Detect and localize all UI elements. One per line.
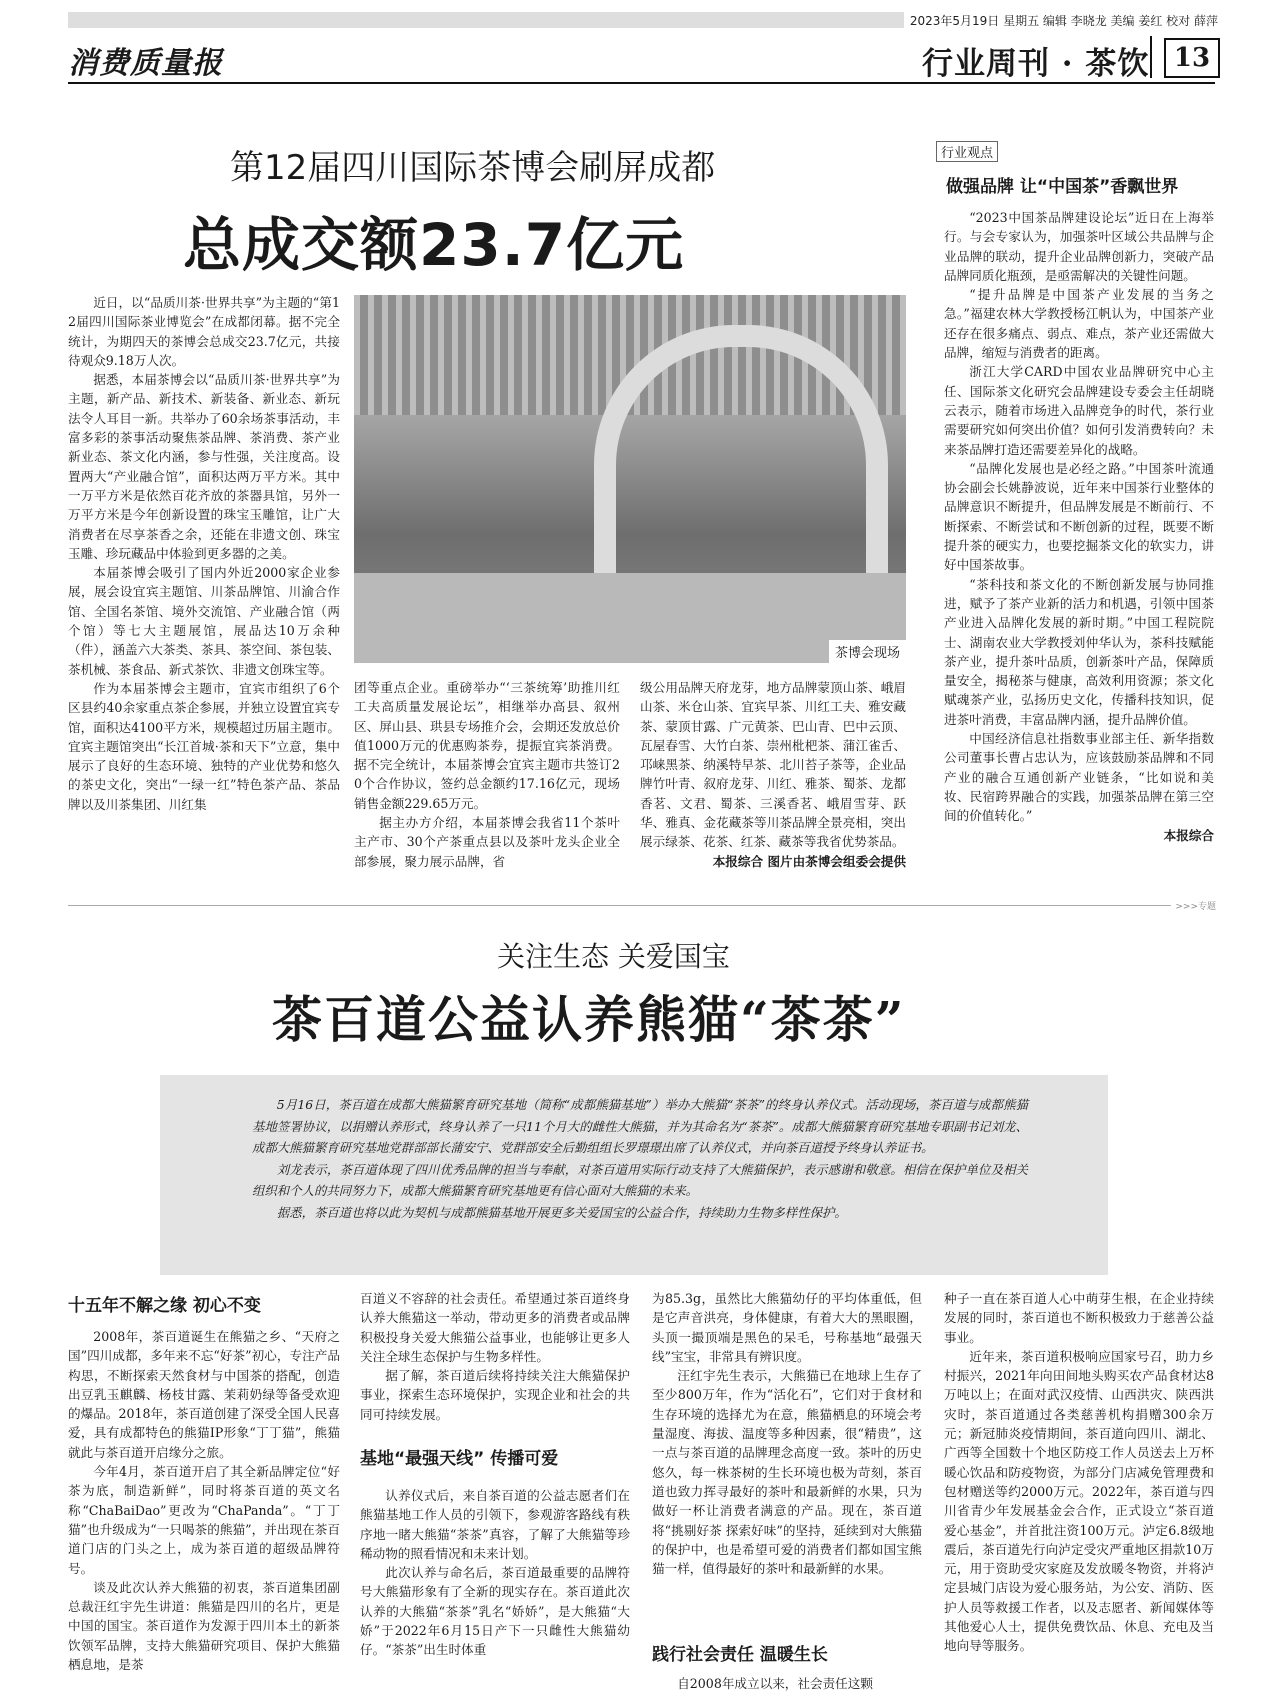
article2-col3b (652, 1674, 922, 1693)
article2-col2a (360, 1289, 630, 1424)
article2-col1 (68, 1327, 340, 1674)
paragraph: 团等重点企业。重磅举办“‘三茶统筹’助推川红工夫高质量发展论坛”，相继举办高县、叙州区、屏山县、珙县专场推介会，会期还发放总价值1000万元的优惠购茶券，提振宜宾茶消费。据不完全统计，本届茶博会宜宾主题市共签订20个合作协议，签约总金额约17.16亿元，现场销售金额229.65万元。 (354, 680, 620, 811)
header-rule (68, 82, 1215, 84)
article1-col1 (68, 293, 340, 814)
paragraph: 种子一直在茶百道人心中萌芽生根，在企业持续发展的同时，茶百道也不断积极致力于慈善公益事业。 (944, 1291, 1214, 1345)
paragraph: 级公用品牌天府龙芽，地方品牌蒙顶山茶、峨眉山茶、米仓山茶、宜宾早茶、川红工夫、雅安藏茶、蒙顶甘露、广元黄茶、巴山青、巴中云顶、瓦屋春雪、大竹白茶、崇州枇杷茶、蒲江雀舌、邛崃黑茶、纳溪特早茶、北川苔子茶等，企业品牌竹叶青、叙府龙芽、川红、雅茶、蜀茶、龙都香茗、文君、蜀茶、三溪香茗、峨眉雪芽、跃华、雅真、金花藏茶等川茶品牌全景亮相，突出展示绿茶、花茶、红茶、藏茶等我省优势茶品。 (640, 680, 906, 850)
section-title: 行业周刊 · 茶饮 (922, 46, 1150, 82)
paragraph: 百道义不容辞的社会责任。希望通过茶百道终身认养大熊猫这一举动，带动更多的消费者或品牌积极投身关爱大熊猫公益事业，也能够让更多人关注全球生态保护与生物多样性。 (360, 1291, 630, 1364)
paragraph: 中国经济信息社指数事业部主任、新华指数公司董事长曹占忠认为，应该鼓励茶品牌和不同产业的融合互通创新产业链条，“比如说和美妆、民宿跨界融合的实践，加强茶品牌在第三空间的价值转化。” (944, 731, 1214, 824)
article2-col3a (652, 1289, 922, 1578)
sidebar-credit: 本报综合 (1163, 827, 1214, 843)
separator-tag: >>>专题 (1171, 899, 1216, 912)
paragraph: 刘龙表示，茶百道体现了四川优秀品牌的担当与奉献，对茶百道用实际行动支持了大熊猫保护，表示感谢和敬意。相信在保护单位及相关组织和个人的共同努力下，成都大熊猫繁育研究基地更有信心面对大熊猫的未来。 (252, 1161, 1028, 1198)
paragraph: 作为本届茶博会主题市，宜宾市组织了6个区县约40余家重点茶企参展，并独立设置宜宾专馆，面积达4100平方米，规模超过历届主题市。宜宾主题馆突出“长江首城·茶和天下”立意，集中展示了良好的生态环境、独特的产业优势和悠久的茶史文化，突出“一绿一红”特色茶产品、茶品牌以及川茶集团、川红集 (68, 680, 340, 812)
paragraph: 本届茶博会吸引了国内外近2000家企业参展，展会设宜宾主题馆、川茶品牌馆、川渝合作馆、全国名茶馆、境外交流馆、产业融合馆（两个馆）等七大主题展馆，展品达10万余种（件），涵盖六大茶类、茶具、茶空间、茶包装、茶机械、茶食品、新式茶饮、非遗文创珠宝等。 (68, 565, 340, 677)
section2-title: 基地“最强天线” 传播可爱 (360, 1449, 559, 1469)
paragraph: 汪红宇先生表示，大熊猫已在地球上生存了至少800万年，作为“活化石”，它们对于食材和生存环境的选择尤为在意，熊猫栖息的环境会考量湿度、海拔、温度等多种因素，很“精贵”，这一点与茶百道的品牌理念高度一致。茶叶的历史悠久，每一株茶树的生长环境也极为苛刻，茶百道也致力挥寻最好的茶叶和最新鲜的水果，只为做好一杯让消费者满意的产品。现在，茶百道将“挑剔好茶 探索好味”的坚持，延续到对大熊猫的保护中，也是希望可爱的消费者们都如国宝熊猫一样，值得最好的茶叶和最新鲜的水果。 (652, 1368, 922, 1577)
paragraph: 据悉，茶百道也将以此为契机与成都熊猫基地开展更多关爱国宝的公益合作，持续助力生物多样性保护。 (276, 1204, 847, 1220)
sidebar-body (944, 208, 1214, 845)
sidebar-tag: 行业观点 (936, 141, 998, 162)
article2-headline: 茶百道公益认养熊猫“茶茶” (272, 990, 906, 1049)
article1-headline: 总成交额23.7亿元 (183, 211, 685, 279)
article1-col3 (640, 678, 906, 871)
lead-text (252, 1094, 1028, 1223)
paragraph: 今年4月，茶百道开启了其全新品牌定位“好茶为底，制造新鲜”，同时将茶百道的英文名称“ChaBaiDao”更改为“ChaPanda”。“丁丁猫”也升级成为“一只喝茶的熊猫”，并出现在茶百道门店的门头之上，成为茶百道的超级品牌符号。 (68, 1464, 340, 1576)
paragraph: 据了解，茶百道后续将持续关注大熊猫保护事业，探索生态环境保护，实现企业和社会的共同可持续发展。 (360, 1368, 630, 1422)
masthead: 消费质量报 (68, 46, 223, 81)
article1-credit: 本报综合 图片由茶博会组委会提供 (712, 853, 906, 869)
paragraph: 据主办方介绍，本届茶博会我省11个茶叶主产市、30个产茶重点县以及茶叶龙头企业全部参展，聚力展示品牌，省 (354, 815, 620, 869)
paragraph: “茶科技和茶文化的不断创新发展与协同推进，赋予了茶产业新的活力和机遇，引领中国茶产业进入品牌化发展的新时期。”中国工程院院士、湖南农业大学教授刘仲华认为，茶科技赋能茶产业，提升茶叶品质，创新茶叶产品，保障质量安全，揭秘茶与健康，高效利用资源；茶文化赋魂茶产业，弘扬历史文化，传播科技知识，促进茶叶消费，丰富品牌内涵，提升品牌价值。 (944, 576, 1214, 727)
paragraph: 据悉，本届茶博会以“品质川茶·世界共享”为主题，新产品、新技术、新装备、新业态、新玩法令人耳目一新。共举办了60余场茶事活动，丰富多彩的茶事活动聚焦茶品牌、茶消费、茶产业新业态、茶文化内涵，参与性强，关注度高。设置两大“产业融合馆”，面积达两万平方米。其中一万平方米是依然百花齐放的茶器具馆，另外一万平方米是今年创新设置的珠宝玉雕馆，让广大消费者在尽享茶香之余，还能在非遗文创、珠宝玉雕、珍玩藏品中体验到更多器的之美。 (68, 372, 340, 561)
paragraph: 浙江大学CARD中国农业品牌研究中心主任、国际茶文化研究会品牌建设专委会主任胡晓云表示，随着市场进入品牌竞争的时代，茶行业需要研究如何突出价值？如何引发消费转向？未来茶品牌打造还需要差异化的战略。 (944, 364, 1214, 457)
section-separator (68, 905, 1215, 906)
section1-title: 十五年不解之缘 初心不变 (68, 1296, 261, 1316)
section3-title: 践行社会责任 温暖生长 (652, 1645, 828, 1665)
dateline: 2023年5月19日 星期五 编辑 李晓龙 美编 姜红 校对 薛萍 (904, 12, 1218, 29)
article2-col4 (944, 1289, 1214, 1656)
paragraph: 近日，以“品质川茶·世界共享”为主题的“第12届四川国际茶业博览会”在成都闭幕。据不完全统计，为期四天的茶博会总成交23.7亿元，共接待观众9.18万人次。 (68, 295, 340, 368)
article1-subtitle: 第12届四川国际茶博会刷屏成都 (230, 148, 716, 188)
paragraph: 近年来，茶百道积极响应国家号召，助力乡村振兴，2021年向田间地头购买农产品食材达8万吨以上；在面对武汉疫情、山西洪灾、陕西洪灾时，茶百道通过各类慈善机构捐赠300余万元；新冠肺炎疫情期间，茶百道向四川、湖北、广西等全国数十个地区防疫工作人员送去上万杯暖心饮品和防疫物资，为部分门店减免管理费和包材赠送等约2000万元。2022年，茶百道与四川省青少年发展基金会合作，正式设立“茶百道爱心基金”，并首批注资100万元。泸定6.8级地震后，茶百道先行向泸定受灾严重地区捐款10万元，用于资助受灾家庭及发放暖冬物资，并将泸定县城门店设为爱心服务站，为公安、消防、医护人员等救援工作者，以及志愿者、新闻媒体等其他爱心人士，提供免费饮品、休息、充电及当地向导等服务。 (944, 1348, 1214, 1654)
paragraph: 认养仪式后，来自茶百道的公益志愿者们在熊猫基地工作人员的引领下，参观游客路线有秩序地一睹大熊猫“茶茶”真容，了解了大熊猫等珍稀动物的照看情况和未来计划。 (360, 1488, 630, 1561)
article1-col2 (354, 678, 620, 871)
paragraph: 自2008年成立以来，社会责任这颗 (677, 1676, 873, 1691)
paragraph: 2008年，茶百道诞生在熊猫之乡、“天府之国”四川成都，多年来不忘“好茶”初心，专注产品构思，不断探索天然食材与中国茶的搭配，创造出豆乳玉麒麟、杨枝甘露、茉莉奶绿等备受欢迎的爆品。2018年，茶百道创建了深受全国人民喜爱，具有成都特色的熊猫IP形象“丁丁猫”，熊猫就此与茶百道开启缘分之旅。 (68, 1329, 340, 1460)
sidebar-headline: 做强品牌 让“中国茶”香飘世界 (946, 177, 1179, 197)
paragraph: 为85.3g，虽然比大熊猫幼仔的平均体重低，但是它声音洪亮，身体健康，有着大大的黑眼圈，头顶一撮顶端是黑色的呆毛，号称基地“最强天线”宝宝，非常具有辨识度。 (652, 1291, 922, 1364)
photo-caption: 茶博会现场 (829, 640, 906, 663)
header-divider (1150, 36, 1152, 78)
page-number: 13 (1164, 38, 1220, 78)
paragraph: 谈及此次认养大熊猫的初衷，茶百道集团副总裁汪红宇先生讲道：熊猫是四川的名片，更是中国的国宝。茶百道作为发源于四川本土的新茶饮领军品牌，支持大熊猫研究项目、保护大熊猫栖息地，是茶 (68, 1579, 340, 1673)
article2-col2b (360, 1486, 630, 1660)
paragraph: 此次认养与命名后，茶百道最重要的品牌符号大熊猫形象有了全新的现实存在。茶百道此次认养的大熊猫“茶茶”乳名“娇娇”，是大熊猫“大娇”于2022年6月15日产下一只雌性大熊猫幼仔。“茶茶”出生时体重 (360, 1565, 630, 1658)
expo-photo (354, 295, 906, 663)
paragraph: “品牌化发展也是必经之路。”中国茶叶流通协会副会长姚静波说，近年来中国茶行业整体的品牌意识不断提升，但品牌发展是不断前行、不断探索、不断尝试和不断创新的过程，既要不断提升茶的硬实力，也要挖掘茶文化的软实力，讲好中国茶故事。 (944, 460, 1214, 573)
paragraph: 5月16日，茶百道在成都大熊猫繁育研究基地（简称“成都熊猫基地”）举办大熊猫“茶茶”的终身认养仪式。活动现场，茶百道与成都熊猫基地签署协议，以捐赠认养形式，终身认养了一只11个月大的雌性大熊猫，并为其命名为“茶茶”。成都大熊猫繁育研究基地专职副书记刘龙、成都大熊猫繁育研究基地党群部部长蒲安宁、党群部安全后勤组组长罗璟璟出席了认养仪式，并向茶百道授予终身认养证书。 (252, 1097, 1028, 1155)
article2-subtitle: 关注生态 关爱国宝 (497, 940, 730, 973)
paragraph: “2023中国茶品牌建设论坛”近日在上海举行。与会专家认为，加强茶叶区域公共品牌与企业品牌的联动，提升企业品牌创新力，突破产品品牌同质化瓶颈，是亟需解决的关键性问题。 (944, 210, 1214, 283)
photo-floor (354, 573, 906, 663)
paragraph: “提升品牌是中国茶产业发展的当务之急。”福建农林大学教授杨江帆认为，中国茶产业还存在很多痛点、弱点、难点，茶产业还需做大品牌，缩短与消费者的距离。 (944, 287, 1214, 361)
